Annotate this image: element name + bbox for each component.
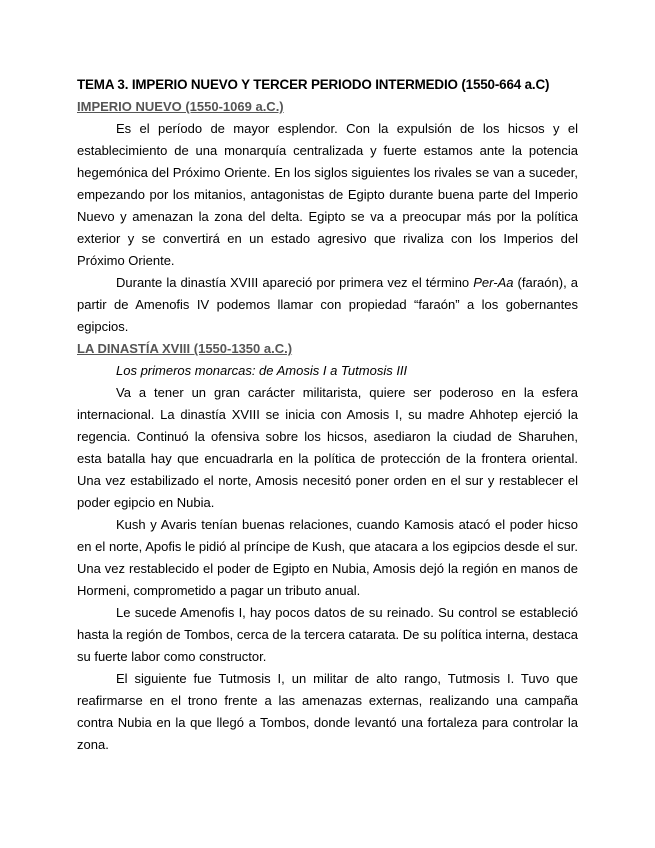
section-heading-imperio-nuevo: IMPERIO NUEVO (1550-1069 a.C.) xyxy=(77,99,284,114)
section-heading-dinastia-xviii: LA DINASTÍA XVIII (1550-1350 a.C.) xyxy=(77,341,293,356)
term-per-aa: Per-Aa xyxy=(473,275,514,290)
paragraph: Va a tener un gran carácter militarista, quiere ser poderoso en la esfera internacional. La dinastía XVIII se inicia con Amosis I, su madre Ahhotep ejerció la regencia. Continuó la ofensiva sobre los hicsos, asediaron la ciudad de Sharuhen, esta batalla hay que encuadrarla en la política de protección de la frontera oriental. Una vez estabilizado el norte, Amosis necesitó poner orden en el sur y restablecer el poder egipcio en Nubia. xyxy=(77,385,578,510)
paragraph xyxy=(77,272,578,338)
paragraph-text: (faraón), a partir de Amenofis IV podemos llamar con propiedad “faraón” a los gobernantes egipcios. xyxy=(77,275,578,334)
paragraph: Kush y Avaris tenían buenas relaciones, cuando Kamosis atacó el poder hicso en el norte, Apofis le pidió al príncipe de Kush, que atacara a los egipcios desde el sur. Una vez restablecido el poder de Egipto en Nubia, Amosis dejó la región en manos de Hormeni, comprometido a pagar un tributo anual. xyxy=(77,517,578,598)
document-title: TEMA 3. IMPERIO NUEVO Y TERCER PERIODO INTERMEDIO (1550-664 a.C) xyxy=(77,77,550,92)
paragraph-text: Durante la dinastía XVIII apareció por primera vez el término xyxy=(116,275,474,290)
paragraph: Es el período de mayor esplendor. Con la expulsión de los hicsos y el establecimiento de una monarquía centralizada y fuerte estamos ante la potencia hegemónica del Próximo Oriente. En los siglos siguientes los rivales se van a suceder, empezando por los mitanios, antagonistas de Egipto durante buena parte del Imperio Nuevo y amenazan la zona del delta. Egipto se va a preocupar más por la política exterior y se convertirá en un estado agresivo que rivaliza con los Imperios del Próximo Oriente. xyxy=(77,121,578,268)
paragraph: El siguiente fue Tutmosis I, un militar de alto rango, Tutmosis I. Tuvo que reafirmarse en el trono frente a las amenazas externas, realizando una campaña contra Nubia en la que llegó a Tombos, donde levantó una fortaleza para controlar la zona. xyxy=(77,671,578,752)
subheading-primeros-monarcas: Los primeros monarcas: de Amosis I a Tutmosis III xyxy=(116,363,408,378)
paragraph: Le sucede Amenofis I, hay pocos datos de su reinado. Su control se estableció hasta la región de Tombos, cerca de la tercera catarata. De su política interna, destaca su fuerte labor como constructor. xyxy=(77,605,578,664)
document-body xyxy=(77,74,578,756)
